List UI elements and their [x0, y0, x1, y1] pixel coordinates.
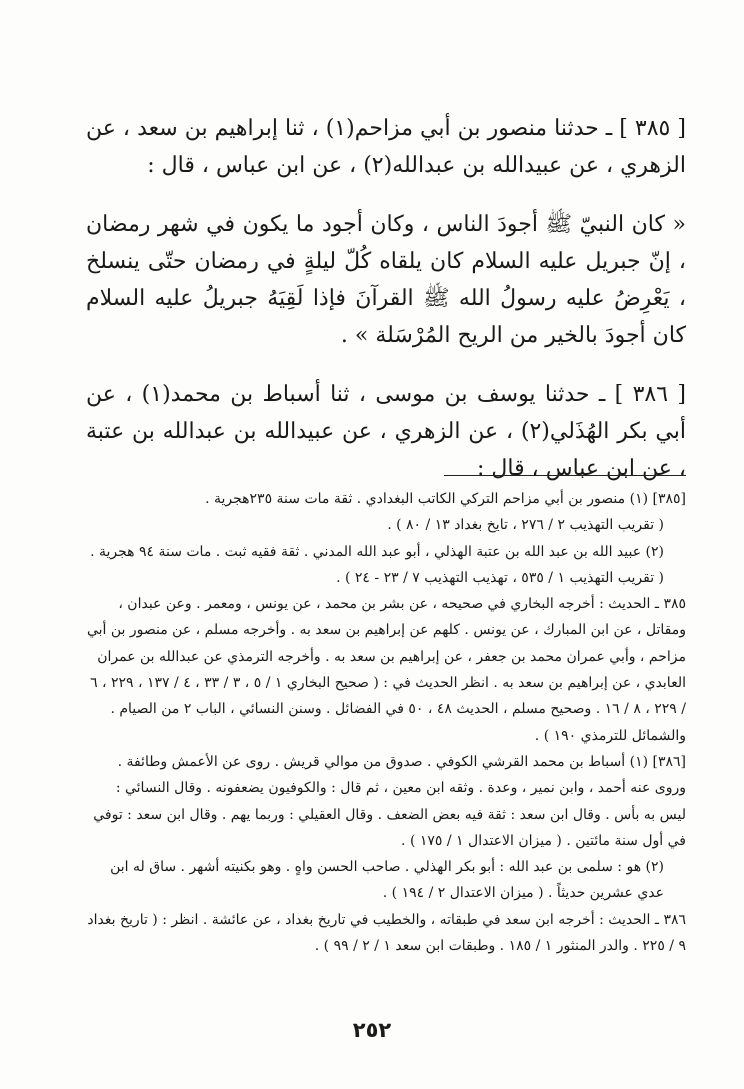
- footnote-385-1-source: ( تقريب التهذيب ٢ / ٢٧٦ ، تايخ بغداد ١٣ / ٨٠ ) .: [387, 517, 664, 534]
- footnote-386-2: (٢) هو : سلمى بن عبد الله : أبو بكر الهذلي . صاحب الحسن واهٍ . وهو بكنيته أشهر . ساق له ابن عدي عشرين حديثاً . ( ميزان الاعتدال ٢ / ١٩٤ ) .: [110, 859, 664, 902]
- footnote-divider: [444, 475, 686, 476]
- hadith-385-matn: « كان النبيّ ﷺ أجودَ الناس ، وكان أجود ما يكون في شهر رمضان ، إنّ جبريل عليه السلام كان يلقاه كُلّ ليلةٍ في رمضان حتّى ينسلخ ، يَعْرِضُ عليه رسولُ الله ﷺ القرآنَ فإذا لَقِيَهُ جبريلُ عليه السلام كان أجودَ بالخير من الريح المُرْسَلة » .: [86, 212, 686, 348]
- footnote-386-1: [٣٨٦] (١) أسباط بن محمد القرشي الكوفي . صدوق من موالي قريش . روى عن الأعمش وطائفة . وروى عنه أحمد ، وابن نمير ، وعدة . وثقه ابن معين ، ثم قال : والكوفيون يضعفونه . وقال النسائي : ليس به بأس . وقال ابن سعد : ثقة فيه بعض الضعف . وقال العقيلي : وربما يهم . وقال ابن سعد : توفي في أول سنة مائتين . ( ميزان الاعتدال ١ / ١٧٥ ) .: [93, 753, 686, 849]
- footnotes: [86, 486, 686, 959]
- page-number: ٢٥٢: [352, 1018, 392, 1042]
- hadith-385-isnad: [ ٣٨٥ ] ـ حدثنا منصور بن أبي مزاحم(١) ، ثنا إبراهيم بن سعد ، عن الزهري ، عن عبيدالله بن عبدالله(٢) ، عن ابن عباس ، قال :: [86, 116, 686, 178]
- takhrij-385: ٣٨٥ ـ الحديث : أخرجه البخاري في صحيحه ، عن بشر بن محمد ، عن يونس ، ومعمر . وعن عبدان ، ومقاتل ، عن ابن المبارك ، عن يونس . كلهم عن إبراهيم بن سعد به . وأخرجه مسلم ، عن منصور بن أبي مزاحم ، وأبي عمران محمد بن جعفر ، عن إبراهيم بن سعد به . وأخرجه الترمذي عن عبدالله بن عمران العابدي ، عن إبراهيم بن سعد به . انظر الحديث في : ( صحيح البخاري ١ / ٥ ، ٣ / ٣٣ ، ٤ / ١٣٧ ، ٢٢٩ ، ٦ / ٢٢٩ ، ٨ / ١٦ . وصحيح مسلم ، الحديث ٤٨ ، ٥٠ في الفضائل . وسنن النسائي ، الباب ٢ من الصيام . والشمائل للترمذي ١٩٠ ) .: [86, 596, 686, 744]
- footnote-385-1: [٣٨٥] (١) منصور بن أبي مزاحم التركي الكاتب البغدادي . ثقة مات سنة ٢٣٥هجرية .: [205, 491, 686, 507]
- main-text: [86, 110, 686, 509]
- takhrij-386: ٣٨٦ ـ الحديث : أخرجه ابن سعد في طبقاته ، والخطيب في تاريخ بغداد ، عن عائشة . انظر : ( تاريخ بغداد ٩ / ٢٢٥ . والدر المنثور ١ / ١٨٥ . وطبقات ابن سعد ١ / ٢ / ٩٩ ) .: [87, 911, 686, 955]
- footnote-385-2: (٢) عبيد الله بن عبد الله بن عتبة الهذلي ، أبو عبد الله المدني . ثقة فقيه ثبت . مات سنة ٩٤ هجرية . ( تقريب التهذيب ١ / ٥٣٥ ، تهذيب التهذيب ٧ / ٢٣ - ٢٤ ) .: [90, 543, 664, 586]
- hadith-386-isnad: [ ٣٨٦ ] ـ حدثنا يوسف بن موسى ، ثنا أسباط بن محمد(١) ، عن أبي بكر الهُذَلي(٢) ، عن الزهري ، عن عبيدالله بن عبدالله بن عتبة ، عن ابن عباس ، قال :: [86, 382, 686, 481]
